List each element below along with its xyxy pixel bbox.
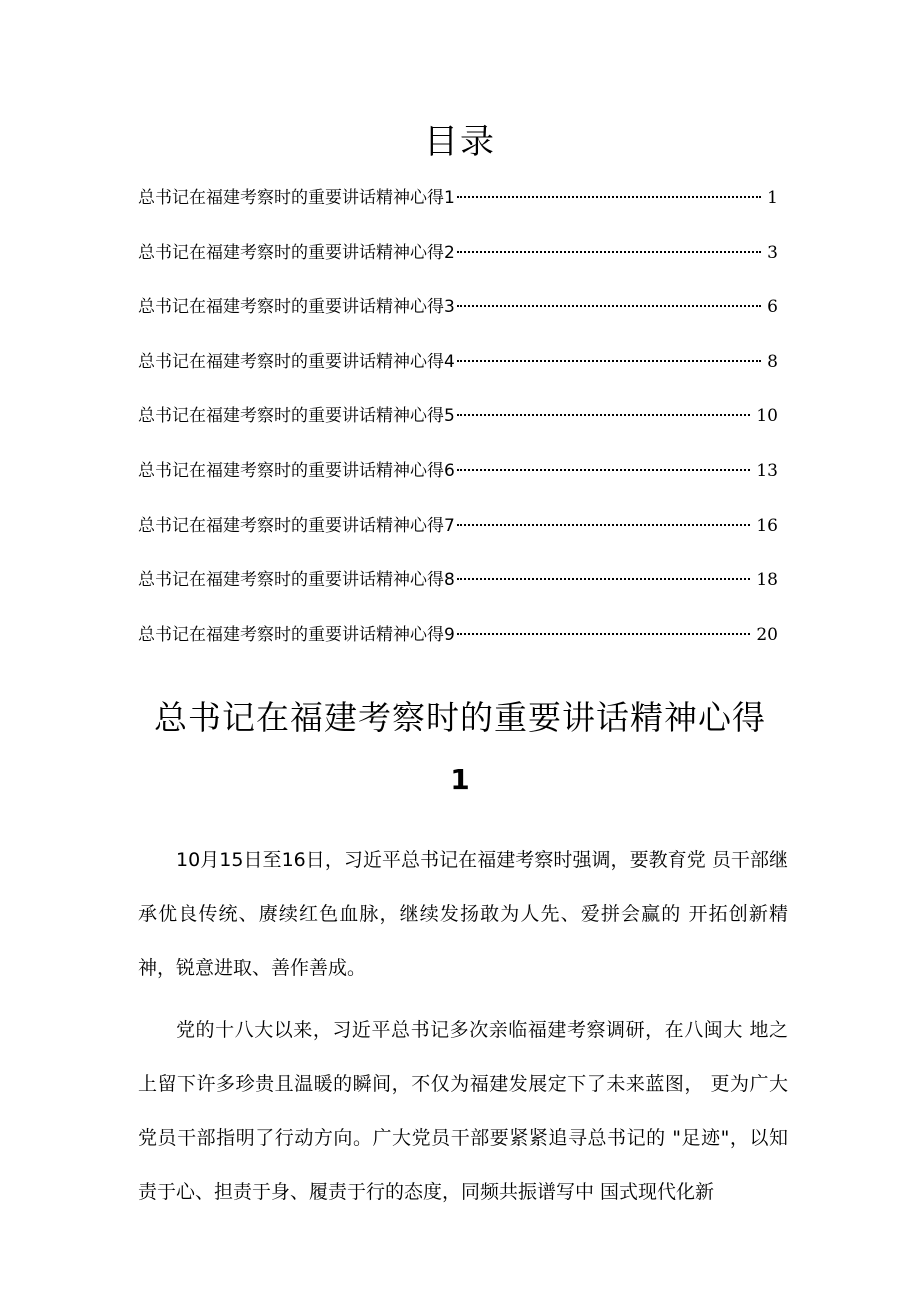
toc-title: 目录 — [424, 122, 496, 162]
article-number: 1 — [450, 763, 470, 796]
toc-entry-1[interactable] — [138, 182, 778, 237]
toc-entry-text: 总书记在福建考察时的重要讲话精神心得9 — [138, 624, 455, 645]
article-title: 总书记在福建考察时的重要讲话精神心得 — [154, 698, 766, 737]
toc-dot-leader — [457, 305, 761, 307]
toc-entry-9[interactable] — [138, 619, 778, 674]
toc-entry-text: 总书记在福建考察时的重要讲话精神心得3 — [138, 297, 455, 318]
toc-dot-leader — [457, 251, 761, 253]
toc-entry-8[interactable] — [138, 564, 778, 619]
toc-dot-leader — [457, 578, 751, 580]
toc-entry-2[interactable] — [138, 237, 778, 292]
toc-page-number: 1 — [767, 188, 778, 208]
toc-dot-leader — [457, 469, 751, 471]
toc-page-number: 8 — [767, 351, 778, 372]
toc-page-number: 6 — [767, 297, 778, 318]
toc-entry-3[interactable] — [138, 291, 778, 346]
article-paragraph-2: 党的十八大以来，习近平总书记多次亲临福建考察调研，在八闽大 地之上留下许多珍贵且温暖的瞬间，不仅为福建发展定下了未来蓝图， 更为广大党员干部指明了行动方向。广大党员干部要紧紧追寻总书记的 "足迹"，以知责于心、担责于身、履责于行的态度，同频共振谱写中 国式现代化新 — [138, 1019, 788, 1203]
toc-page-number: 18 — [756, 570, 778, 591]
toc-dot-leader — [457, 196, 761, 198]
toc-entry-text: 总书记在福建考察时的重要讲话精神心得6 — [138, 460, 455, 481]
toc-entry-text: 总书记在福建考察时的重要讲话精神心得4 — [138, 351, 455, 372]
toc-entry-text: 总书记在福建考察时的重要讲话精神心得1 — [138, 188, 455, 208]
toc-page-number: 3 — [767, 242, 778, 263]
toc-page-number: 20 — [756, 624, 778, 645]
toc-entry-6[interactable] — [138, 455, 778, 510]
toc-entry-7[interactable] — [138, 510, 778, 565]
toc-entry-text: 总书记在福建考察时的重要讲话精神心得7 — [138, 515, 455, 536]
table-of-contents — [138, 182, 778, 673]
toc-dot-leader — [457, 524, 751, 526]
toc-page-number: 16 — [756, 515, 778, 536]
toc-dot-leader — [457, 414, 751, 416]
toc-dot-leader — [457, 360, 761, 362]
toc-entry-5[interactable] — [138, 400, 778, 455]
toc-page-number: 13 — [756, 460, 778, 481]
toc-page-number: 10 — [756, 406, 778, 427]
toc-entry-4[interactable] — [138, 346, 778, 401]
toc-dot-leader — [457, 633, 751, 635]
toc-entry-text: 总书记在福建考察时的重要讲话精神心得5 — [138, 406, 455, 427]
toc-entry-text: 总书记在福建考察时的重要讲话精神心得2 — [138, 242, 455, 263]
toc-entry-text: 总书记在福建考察时的重要讲话精神心得8 — [138, 570, 455, 591]
article-paragraph-1: 10月15日至16日，习近平总书记在福建考察时强调，要教育党 员干部继承优良传统、赓续红色血脉，继续发扬敢为人先、爱拼会赢的 开拓创新精神，锐意进取、善作善成。 — [138, 849, 788, 979]
